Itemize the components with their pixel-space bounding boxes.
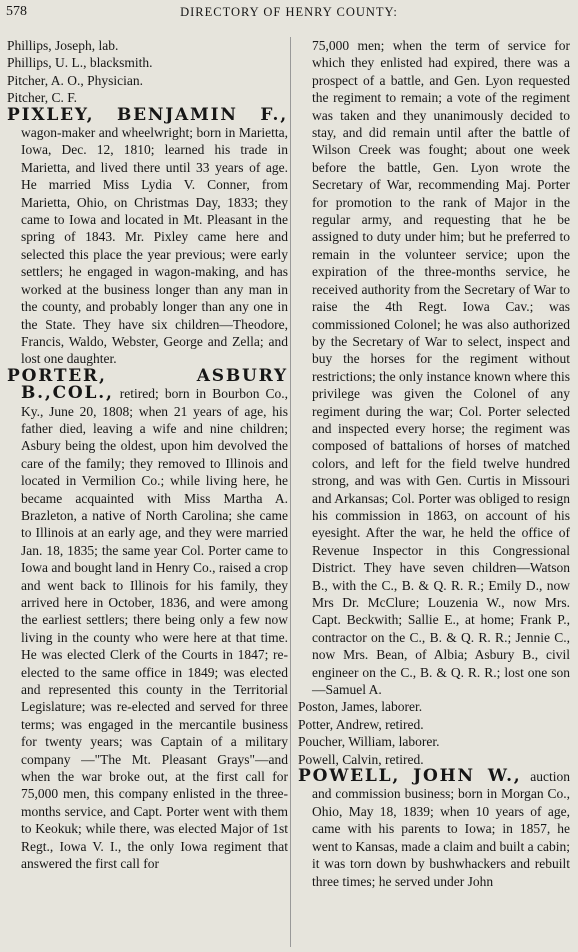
- biography-text: wagon-maker and wheelwright; born in Marietta, Iowa, Dec. 12, 1810; learned his trade in Marietta, and lived there until 33 years of age. He married Miss Lydia V. Conner, from Marietta, Ohio, on Christmas Day, 1833; they came to Iowa and located in Mt. Pleasant in the spring of 1843. Mr. Pixley came here and selected this place the year previous; were early settlers; he engaged in wagon-making, and has worked at the business longer than any man in the county, and probably longer than any one in the State. They have six children—Theodore, Francis, Waldo, Webster, George and Zella; and lost one daughter.: [21, 125, 288, 367]
- directory-line: Poucher, William, laborer.: [298, 734, 440, 750]
- running-title: DIRECTORY OF HENRY COUNTY:: [180, 5, 398, 19]
- left-column: [7, 37, 288, 873]
- directory-line: Powell, Calvin, retired.: [298, 751, 424, 767]
- directory-line: Phillips, U. L., blacksmith.: [7, 55, 153, 71]
- biography-name: PORTER, ASBURY B.,COL.,: [7, 365, 288, 404]
- column-divider: [290, 37, 291, 947]
- biography-text: retired; born in Bourbon Co., Ky., June 20, 1808; when 21 years of age, his father died, leaving a wife and nine children; Asbury being the oldest, upon him devolved the care of the family; they removed to Illinois and located in Vermilion Co.; while living here, he became acquainted with Miss Martha A. Brazleton, a native of North Carolina; she came to Illinois at an early age, and they were married Jan. 18, 1835; the same year Col. Porter came to Iowa and bought land in Henry Co., raised a crop and went back to Illinois for his family, they arrived here in October, 1836, and were among the earliest settlers; there being only a few now living in the county who were here at that time. He was elected Clerk of the Courts in 1847; re-elected to the same office in 1849; was elected and represented this county in the Territorial Legislature; was re-elected and served for three terms; was engaged in the mercantile business for twenty years; was Captain of a military company —"The Mt. Pleasant Grays"—and when the war broke out, at the first call for 75,000 men, this company enlisted in the three-months service, and Capt. Porter went with them to Keokuk; while there, was elected Major of 1st Regt., Iowa V. I., the only Iowa regiment that answered the first call for: [21, 386, 288, 872]
- biography-porter: [7, 365, 288, 873]
- biography-text: auction and commission business; born in Morgan Co., Ohio, May 18, 1839; when 10 years of age, came with his parents to Iowa; in 1857, he went to Kansas, made a claim and built a cabin; it was torn down by bushwhackers and rebuilt three times; he served under John: [312, 769, 570, 889]
- directory-line: Phillips, Joseph, lab.: [7, 38, 119, 53]
- directory-line: Poston, James, laborer.: [298, 699, 423, 715]
- page-number: 578: [6, 4, 27, 19]
- biography-name: PIXLEY, BENJAMIN F.,: [7, 104, 288, 125]
- directory-line: Potter, Andrew, retired.: [298, 716, 424, 732]
- biography-pixley: [7, 104, 288, 368]
- right-column: [298, 37, 570, 890]
- directory-line: Pitcher, A. O., Physician.: [7, 72, 143, 88]
- biography-name: POWELL, JOHN W.,: [298, 766, 522, 787]
- running-header: [0, 0, 578, 26]
- directory-line: Pitcher, C. F.: [7, 90, 78, 106]
- biography-powell: [298, 768, 570, 890]
- biography-porter-continued: 75,000 men; when the term of service for which they enlisted had expired, there was a prospect of a battle, and Gen. Lyon requested the regiment to remain; a vote of the regiment was taken and they unanimously decided to stay, and did remain until after the battle of Wilson Creek was fought; about one week before the battle, Gen. Lyon wrote the Secretary of War, recommending Maj. Porter for promotion to the rank of Major in the regular army, and requesting that he be assigned to duty under him; but he preferred to remain in the volunteer service; upon the expiration of the three-months service, he received authority from the Secretary of War to raise the 4th Regt. Iowa Cav.; was commissioned Colonel; he was also authorized by the Secretary of War to select, inspect and buy the horses for the regiment without restrictions; the only instance known where this privilege was given the Colonel of any regiment during the war; Col. Porter selected and inspected every horse; the regiment was composed of battalions of horses of matched colors, and left for the field twelve hundred strong, and was with Gen. Curtis in Missouri and Arkansas; Col. Porter was obliged to resign his commission in 1863, on account of his eyesight. After the war, he held the office of Revenue Inspector in this Congressional District. They have seven children—Watson B., with the C., B. & Q. R. R.; Emily D., now Mrs Dr. McClure; Louzenia W., now Mrs. Capt. Beckwith; Sallie E., at home; Frank P., contractor on the C., B. & Q. R. R.; Jennie C., now Mrs. Bean, of Albia; Asbury B., civil engineer on the C., B. & Q. R. R.; lost one son—Samuel A.: [312, 38, 570, 698]
